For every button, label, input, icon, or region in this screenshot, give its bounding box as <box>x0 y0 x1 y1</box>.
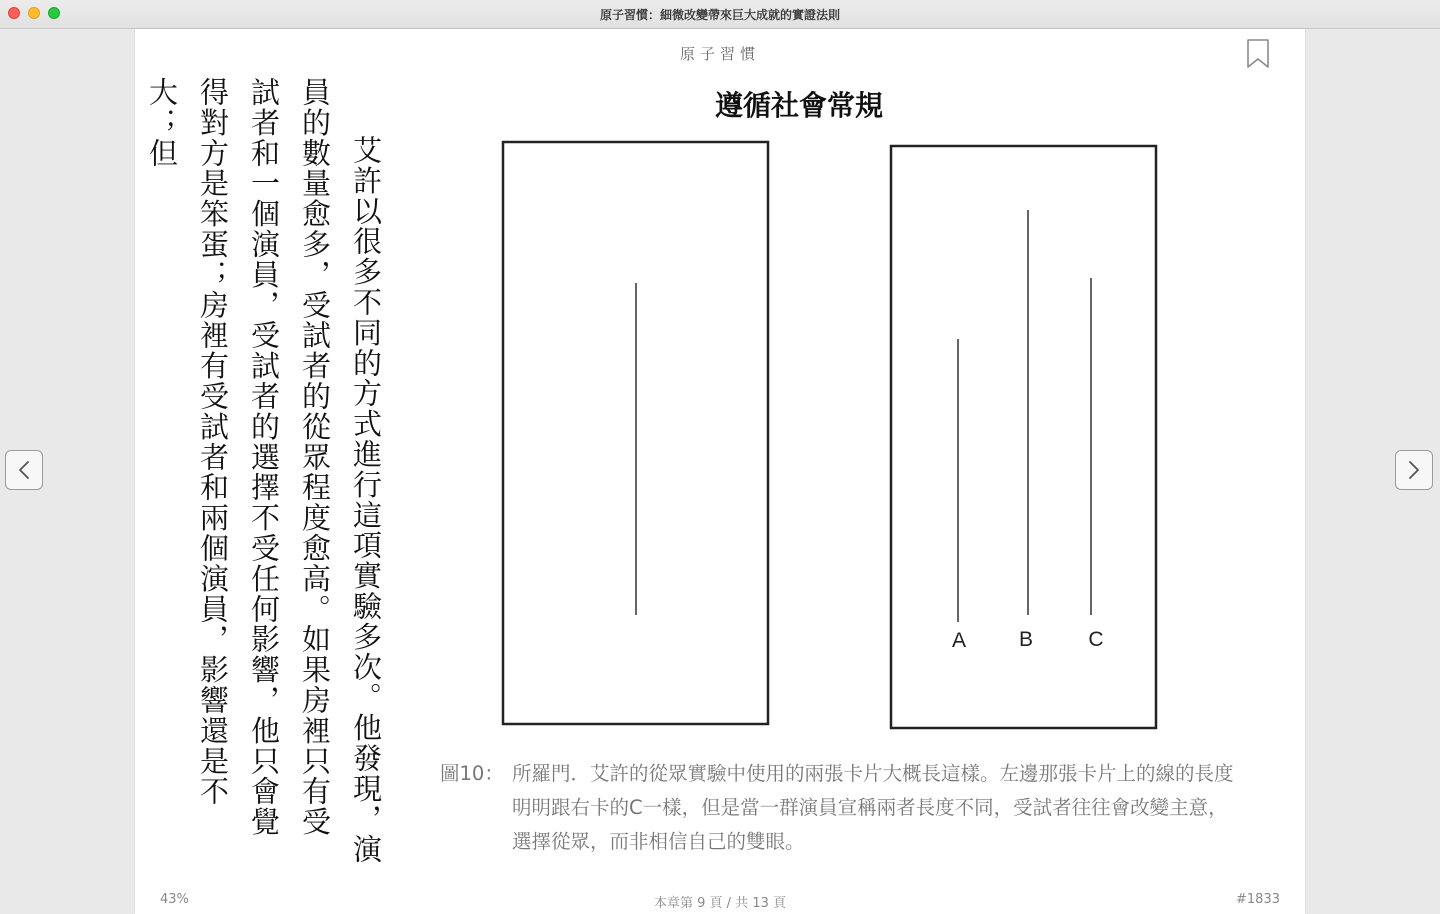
label-c: C <box>1088 628 1104 651</box>
reading-progress: 43% <box>160 892 189 907</box>
figure-cards <box>500 139 1160 731</box>
title-bar <box>0 0 1440 29</box>
vertical-body-text: 艾許以很多不同的方式進行這項實驗多次。他發現，演員的數量愈多，受試者的從眾程度愈高。如果房裡只有受試者和一個演員，受試者的選擇不受任何影響，他只會覺得對方是笨蛋；房裡有受試者和兩個演員，影響還是不大；但 <box>145 77 383 865</box>
caption-text: 所羅門．艾許的從眾實驗中使用的兩張卡片大概長這樣。左邊那張卡片上的線的長度明明跟右卡的C一樣，但是當一群演員宣稱兩者長度不同，受試者往往會改變主意，選擇從眾，而非相信自己的雙眼。 <box>512 762 1234 853</box>
book-running-header: 原子習慣 <box>679 45 760 63</box>
chevron-left-icon <box>17 461 31 479</box>
next-page-button[interactable] <box>1395 450 1433 490</box>
caption-label: 圖10： <box>440 762 504 785</box>
chevron-right-icon <box>1407 461 1421 479</box>
window-title: 原子習慣：細微改變帶來巨大成就的實證法則 <box>599 8 840 22</box>
label-b: B <box>1018 628 1034 651</box>
chapter-page-info: 本章第 9 頁 / 共 13 頁 <box>654 896 786 911</box>
bookmark-icon[interactable] <box>1245 39 1271 69</box>
label-a: A <box>951 629 967 652</box>
location-number: #1833 <box>1236 892 1280 907</box>
figure-title: 遵循社會常規 <box>714 89 883 122</box>
book-page <box>135 29 1305 914</box>
figure-caption <box>440 757 1240 859</box>
previous-page-button[interactable] <box>5 450 43 490</box>
